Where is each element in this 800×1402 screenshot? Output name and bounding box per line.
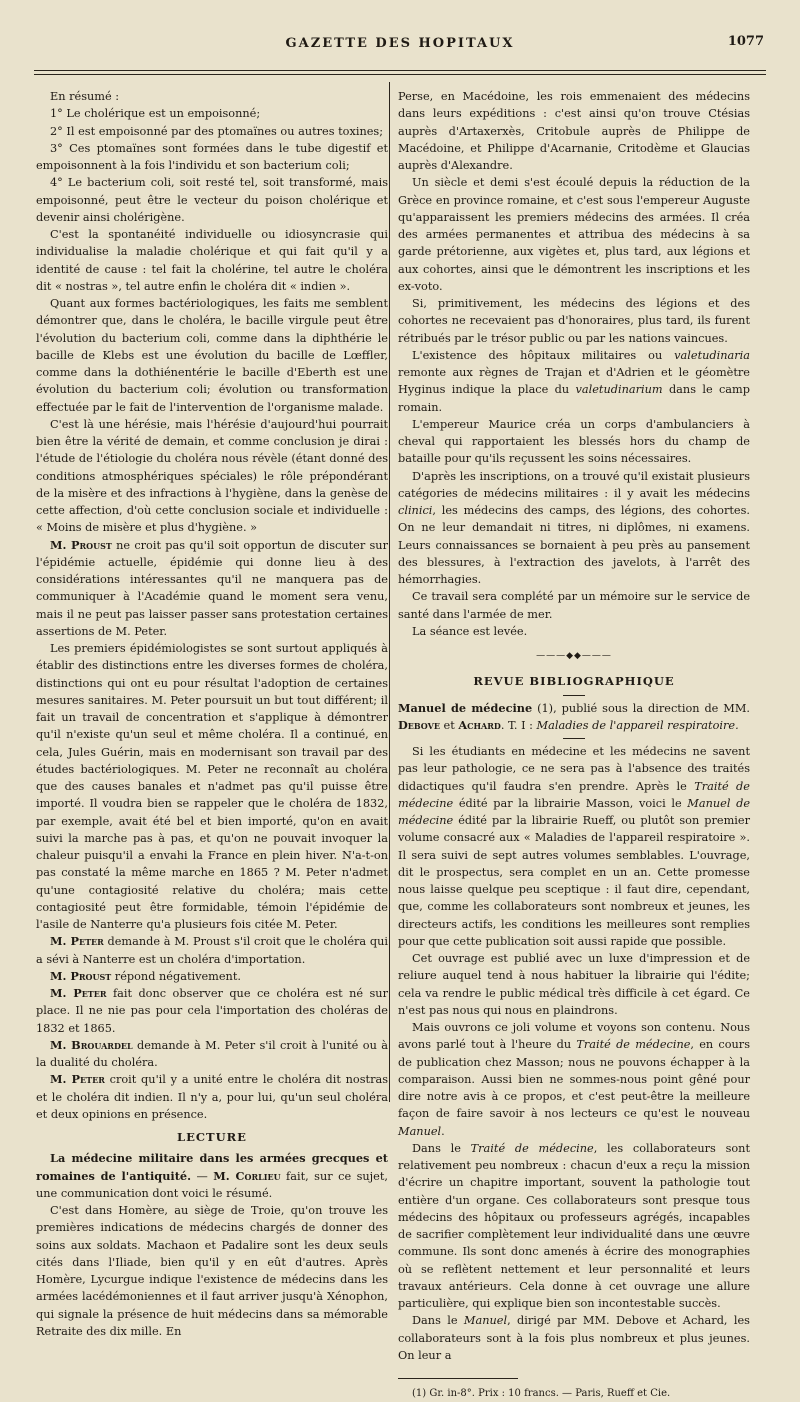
page-number: 1077 xyxy=(727,34,764,49)
paragraph: C'est dans Homère, au siège de Troie, qu'on trouve les premières indications de médecins chargés de donner des soins aux soldats. Machaon et Padalire sont les deux seuls cités dans l'Iliade, bien qu'il y en eût d'autres. Après Homère, Lycurgue indique l'existence de médecins dans les armées lacédémoniennes et il faut arriver jusqu'à Xénophon, qui signale la présence de huit médecins dans sa mémorable Retraite des dix mille. En xyxy=(36,1204,388,1338)
short-rule xyxy=(563,695,585,696)
paragraph xyxy=(398,1312,750,1364)
paragraph-text: , les médecins des camps, des légions, des cohortes. On ne leur demandait ni titres, ni diplômes, ni examens. Leurs connaissances se bornaient à peu près au pansement des blessures, à l'extraction des javelots, à l'arrêt des hémorrhagies. xyxy=(398,504,750,586)
paragraph: Un siècle et demi s'est écoulé depuis la réduction de la Grèce en province romaine, et c'est sous l'empereur Auguste qu'apparaissent les premiers médecins des armées. Il créa des armées permanentes et attribua des médecins à sa garde prétorienne, aux vigètes et, plus tard, aux légions et aux cohortes, ainsi que le démontrent les inscriptions et les ex-voto. xyxy=(398,176,750,293)
communication-title: La médecine militaire dans les armées grecques et romaines de l'antiquité. xyxy=(36,1151,388,1183)
paragraph: C'est la spontanéité individuelle ou idiosyncrasie qui individualise la maladie cholérique et qui fait qu'il y a identité de cause : tel fait la cholérine, tel autre le choléra dit « nostras », tel autre enfin le choléra dit « indien ». xyxy=(36,228,388,293)
book-reference xyxy=(398,700,750,735)
paragraph-text: . T. I : xyxy=(500,718,537,732)
speaker-name: M. Peter xyxy=(50,1072,105,1087)
paragraph: L'empereur Maurice créa un corps d'ambulanciers à cheval qui rapportaient les blessés hors du champ de bataille pour qu'ils reçussent les soins nécessaires. xyxy=(398,417,750,466)
paragraph-text: (1), publié sous la direction de MM. xyxy=(532,701,751,715)
paragraph xyxy=(36,537,388,641)
speaker-name: M. Peter xyxy=(50,934,104,949)
paragraph xyxy=(36,1071,388,1123)
speaker-name: M. Peter xyxy=(50,986,107,1000)
left-column xyxy=(36,88,388,1340)
short-rule xyxy=(563,738,585,739)
paragraph-text: Si les étudiants en médecine et les médecins ne savent pas leur pathologie, ce ne sera pas à l'absence des traités didactiques qu'il faudra s'en prendre. Après le xyxy=(398,745,750,793)
footnote-rule xyxy=(398,1378,518,1379)
italic-term: valetudinaria xyxy=(674,348,750,362)
paragraph-text: édité par la librairie Masson, voici le xyxy=(453,796,688,810)
paragraph: Cet ouvrage est publié avec un luxe d'impression et de reliure auquel tend à nous habituer la librairie qui l'édite; cela va rendre le public médical très difficile à cet égard. Ce n'est pas nous qui nous en plaindrons. xyxy=(398,952,750,1017)
paragraph: C'est là une hérésie, mais l'hérésie d'aujourd'hui pourrait bien être la vérité de demain, et comme conclusion je dirai : l'étude de l'étiologie du choléra nous révèle (étant donné des conditions atmosphériques spéciales) le rôle prépondérant de la misère et des infractions à l'hygiène, dans la genèse de cette affection, d'où cette conclusion sociale et individuelle : « Moins de misère et plus d'hygiène. » xyxy=(36,417,388,535)
author-name: Debove xyxy=(398,717,440,732)
paragraph-text: . xyxy=(441,1124,445,1138)
paragraph xyxy=(398,347,750,416)
paragraph: Les premiers épidémiologistes se sont surtout appliqués à établir des distinctions entre les diverses formes de choléra, distinctions qui ont eu pour résultat l'adoption de certaines mesures sanitaires. M. Peter poursuit un but tout différent; il fait un travail de concentration et s'applique à démontrer qu'il n'existe qu'un seul et même choléra. Il a continué, en cela, Jules Guérin, mais en modernisant son travail par des études bactériologiques. M. Peter ne reconnaît au choléra que des causes banales et n'admet pas qu'il puisse être importé. Il voudra bien se rappeler que le choléra de 1832, par exemple, avait été bel et bien importé, qu'on en avait suivi la marche pas à pas, et qu'on ne pouvait invoquer la chaleur puisqu'il a envahi la France en plein hiver. N'a-t-on pas constaté la même marche en 1865 ? M. Peter n'admet qu'une contagiosité relative du choléra; mais cette contagiosité peut être formidable, témoin l'épidémie de l'asile de Nanterre qu'a plusieurs fois citée M. Peter. xyxy=(36,642,388,931)
speaker-name: M. Proust xyxy=(50,968,112,983)
italic-term: Manuel de médecine xyxy=(398,796,751,827)
paragraph-text: , en cours de publication chez Masson; nous ne pouvons échapper à la comparaison. Aussi bien ne sommes-nous point gêné pour dire notre avis à ce propos, et c'est peut-être la meilleure façon de faire savoir à nos lecteurs ce qu'est le nouveau xyxy=(398,1038,750,1121)
italic-term: clinici xyxy=(398,504,433,517)
paragraph: 4° Le bacterium coli, soit resté tel, soit transformé, mais empoisonné, peut être le vecteur du poison cholérique et devenir ainsi cholérigène. xyxy=(36,176,388,224)
paragraph: Perse, en Macédoine, les rois emmenaient des médecins dans leurs expéditions : c'est ainsi qu'on trouve Ctésias auprès d'Artaxerxès, Critobule auprès de Philippe de Macédoine, et Philippe d'Acarnanie, Critodème et Glaucias auprès d'Alexandre. xyxy=(398,90,750,172)
paragraph: Quant aux formes bactériologiques, les faits me semblent démontrer que, dans le choléra, le bacille virgule peut être l'évolution du bacterium coli, comme dans la diphthérie le bacille de Klebs est une évolution du bacille de Lœffler, comme dans la dothiénentérie le bacille d'Eberth est une évolution du bacterium coli; évolution ou transformation effectuée par le fait de l'intervention de l'organisme malade. xyxy=(36,297,388,414)
paragraph-text: Dans le xyxy=(412,1141,471,1155)
paragraph-text: L'existence des hôpitaux militaires ou xyxy=(412,348,675,362)
book-title: Manuel de médecine xyxy=(398,700,533,715)
paragraph: Ce travail sera complété par un mémoire sur le service de santé dans l'armée de mer. xyxy=(398,590,750,621)
speaker-name: M. Brouardel xyxy=(50,1037,133,1052)
paragraph-text: demande à M. Proust s'il croit que le choléra qui a sévi à Nanterre est un choléra d'importation. xyxy=(36,935,388,966)
paragraph-text: fait donc observer que ce choléra est né sur place. Il ne nie pas pour cela l'importation des choléras de 1832 et 1865. xyxy=(36,987,388,1035)
paragraph-text: , dirigé par MM. Debove et Achard, les collaborateurs sont à la fois plus nombreux et plus jeunes. On leur a xyxy=(398,1314,750,1362)
paragraph-text: édité par la librairie Rueff, ou plutôt son premier volume consacré aux « Maladies de l'appareil respiratoire ». Il sera suivi de sept autres volumes semblables. L'ouvrage, dit le prospectus, sera complet en un an. Cette promesse nous laisse quelque peu sceptique : il faut dire, cependant, que, comme les collaborateurs sont nombreux et jeunes, les directeurs actifs, les conditions les meilleures sont remplies pour que cette publication soit aussi rapide que possible. xyxy=(398,814,750,948)
paragraph-text: D'après les inscriptions, on a trouvé qu'il existait plusieurs catégories de médecins militaires : il y avait les médecins xyxy=(398,469,750,500)
speaker-name: M. Proust xyxy=(50,537,112,552)
speaker-name: M. Corlieu xyxy=(213,1168,281,1183)
paragraph-text: et xyxy=(439,718,459,732)
paragraph-text: croit qu'il y a unité entre le choléra dit nostras et le choléra dit indien. Il n'y a, pour lui, qu'un seul choléra et deux opinions en présence. xyxy=(36,1073,388,1121)
italic-term: Traité de médecine xyxy=(576,1038,691,1052)
paragraph xyxy=(398,1019,750,1140)
paragraph-text: Mais ouvrons ce joli volume et voyons son contenu. Nous avons parlé tout à l'heure du xyxy=(398,1021,750,1052)
paragraph xyxy=(36,933,388,968)
paragraph-text: demande à M. Peter s'il croit à l'unité ou à la dualité du choléra. xyxy=(36,1038,388,1069)
separator: — xyxy=(191,1169,214,1183)
author-name: Achard xyxy=(458,717,501,732)
header-rule-top xyxy=(34,70,766,71)
paragraph xyxy=(398,468,750,589)
italic-term: Traité de médecine xyxy=(398,779,750,810)
column-divider xyxy=(389,82,390,1102)
paragraph-text: Dans le xyxy=(412,1314,464,1328)
right-column xyxy=(398,88,750,1402)
paragraph-text: , les collaborateurs sont relativement peu nombreux : chacun d'eux a reçu la mission d'écrire un chapitre important, souvent la pathologie tout entière d'un organe. Ces collaborateurs sont presque tous médecins des hôpitaux ou professeurs agrégés, incapables de sacrifier complètement leur individualité dans une œuvre commune. Ils sont donc amenés à écrire des monographies où se reflètent nettement et leur personnalité et leurs travaux antérieurs. Cela donne à cet ouvrage une allure particulière, qui explique bien son incontestable succès. xyxy=(398,1141,750,1310)
italic-term: Manuel xyxy=(398,1124,442,1138)
paragraph: En résumé : xyxy=(50,90,120,103)
ornament-divider: ———◆◆——— xyxy=(536,651,612,661)
italic-term: valetudinarium xyxy=(575,383,663,397)
footnote: (1) Gr. in-8°. Prix : 10 francs. — Paris, Rueff et Cie. xyxy=(412,1388,671,1399)
italic-term: Traité de médecine xyxy=(470,1141,594,1155)
paragraph: 2° Il est empoisonné par des ptomaïnes ou autres toxines; xyxy=(50,124,384,138)
paragraph: La séance est levée. xyxy=(412,624,528,638)
paragraph-text: dans le camp romain. xyxy=(398,383,750,414)
paragraph: Si, primitivement, les médecins des légions et des cohortes ne recevaient pas d'honoraires, plus tard, ils furent rétribués par le trésor public ou par les nations vaincues. xyxy=(398,297,750,345)
paragraph xyxy=(398,743,750,950)
paragraph xyxy=(36,985,388,1037)
running-header-title: GAZETTE DES HOPITAUX xyxy=(285,36,515,51)
paragraph xyxy=(36,1037,388,1072)
section-title-lecture: LECTURE xyxy=(177,1130,247,1144)
paragraph xyxy=(36,1150,388,1202)
paragraph xyxy=(398,1140,750,1313)
paragraph-text: remonte aux règnes de Trajan et d'Adrien et le géomètre Hyginus indique la place du xyxy=(398,366,750,397)
header-rule-bottom xyxy=(34,74,766,75)
paragraph-text: ne croit pas qu'il soit opportun de discuter sur l'épidémie actuelle, épidémie qui donne lieu à des considérations intéressantes qu'il ne manquera pas de communiquer à l'Académie quand le moment sera venu, mais il ne peut pas laisser passer sans protestation certaines assertions de M. Peter. xyxy=(36,538,388,638)
paragraph-text: fait, sur ce sujet, une communication dont voici le résumé. xyxy=(36,1169,388,1200)
paragraph-text: répond négativement. xyxy=(111,969,241,983)
paragraph xyxy=(36,968,388,985)
italic-term: Manuel xyxy=(463,1314,508,1328)
paragraph: 3° Ces ptomaïnes sont formées dans le tube digestif et empoisonnent à la fois l'individu et son bacterium coli; xyxy=(36,141,388,172)
paragraph: 1° Le cholérique est un empoisonné; xyxy=(50,107,261,121)
section-title-revue: REVUE BIBLIOGRAPHIQUE xyxy=(473,674,675,689)
book-subtitle: Maladies de l'appareil respiratoire. xyxy=(536,718,739,732)
